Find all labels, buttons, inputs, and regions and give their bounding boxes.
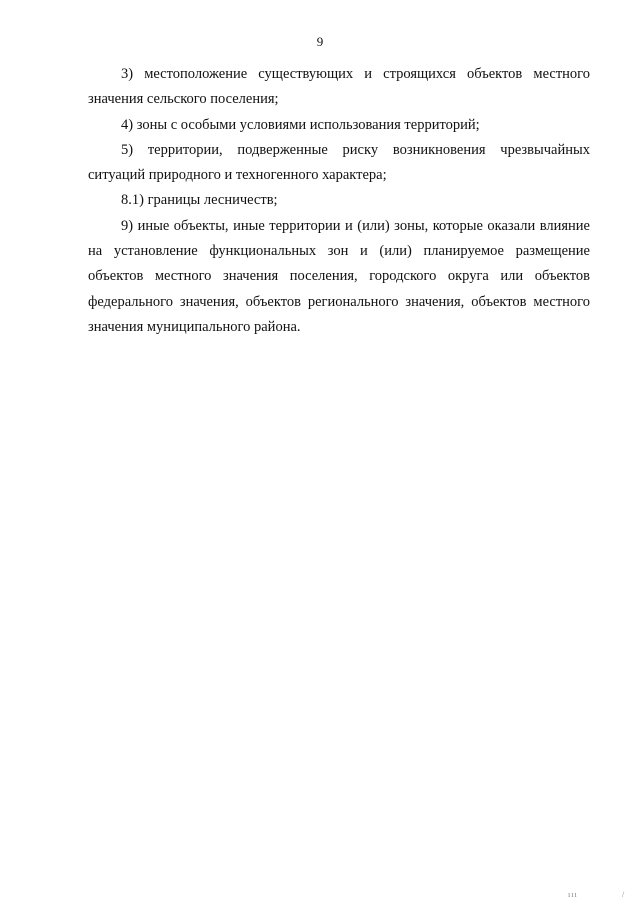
page-number: 9: [316, 34, 324, 49]
paragraph-item-9: 9) иные объекты, иные территории и (или) зоны, которые оказали влияние на установление функциональных зон и (или) планируемое размещение объектов местного значения поселения, городского округа или объектов федерального значения, объектов регионального значения, объектов местного значения муниципального района.: [88, 217, 590, 335]
paragraph-item-4: 4) зоны с особыми условиями использования территорий;: [121, 116, 480, 133]
document-body: [88, 62, 590, 340]
footer-scan-mark-right: /: [622, 890, 625, 899]
paragraph-item-5: 5) территории, подверженные риску возникновения чрезвычайных ситуаций природного и техногенного характера;: [88, 141, 590, 184]
paragraph-item-3: 3) местоположение существующих и строящихся объектов местного значения сельского поселения;: [88, 66, 590, 108]
footer-scan-mark: ııı: [568, 890, 578, 899]
paragraph-item-8-1: 8.1) границы лесничеств;: [121, 192, 278, 209]
